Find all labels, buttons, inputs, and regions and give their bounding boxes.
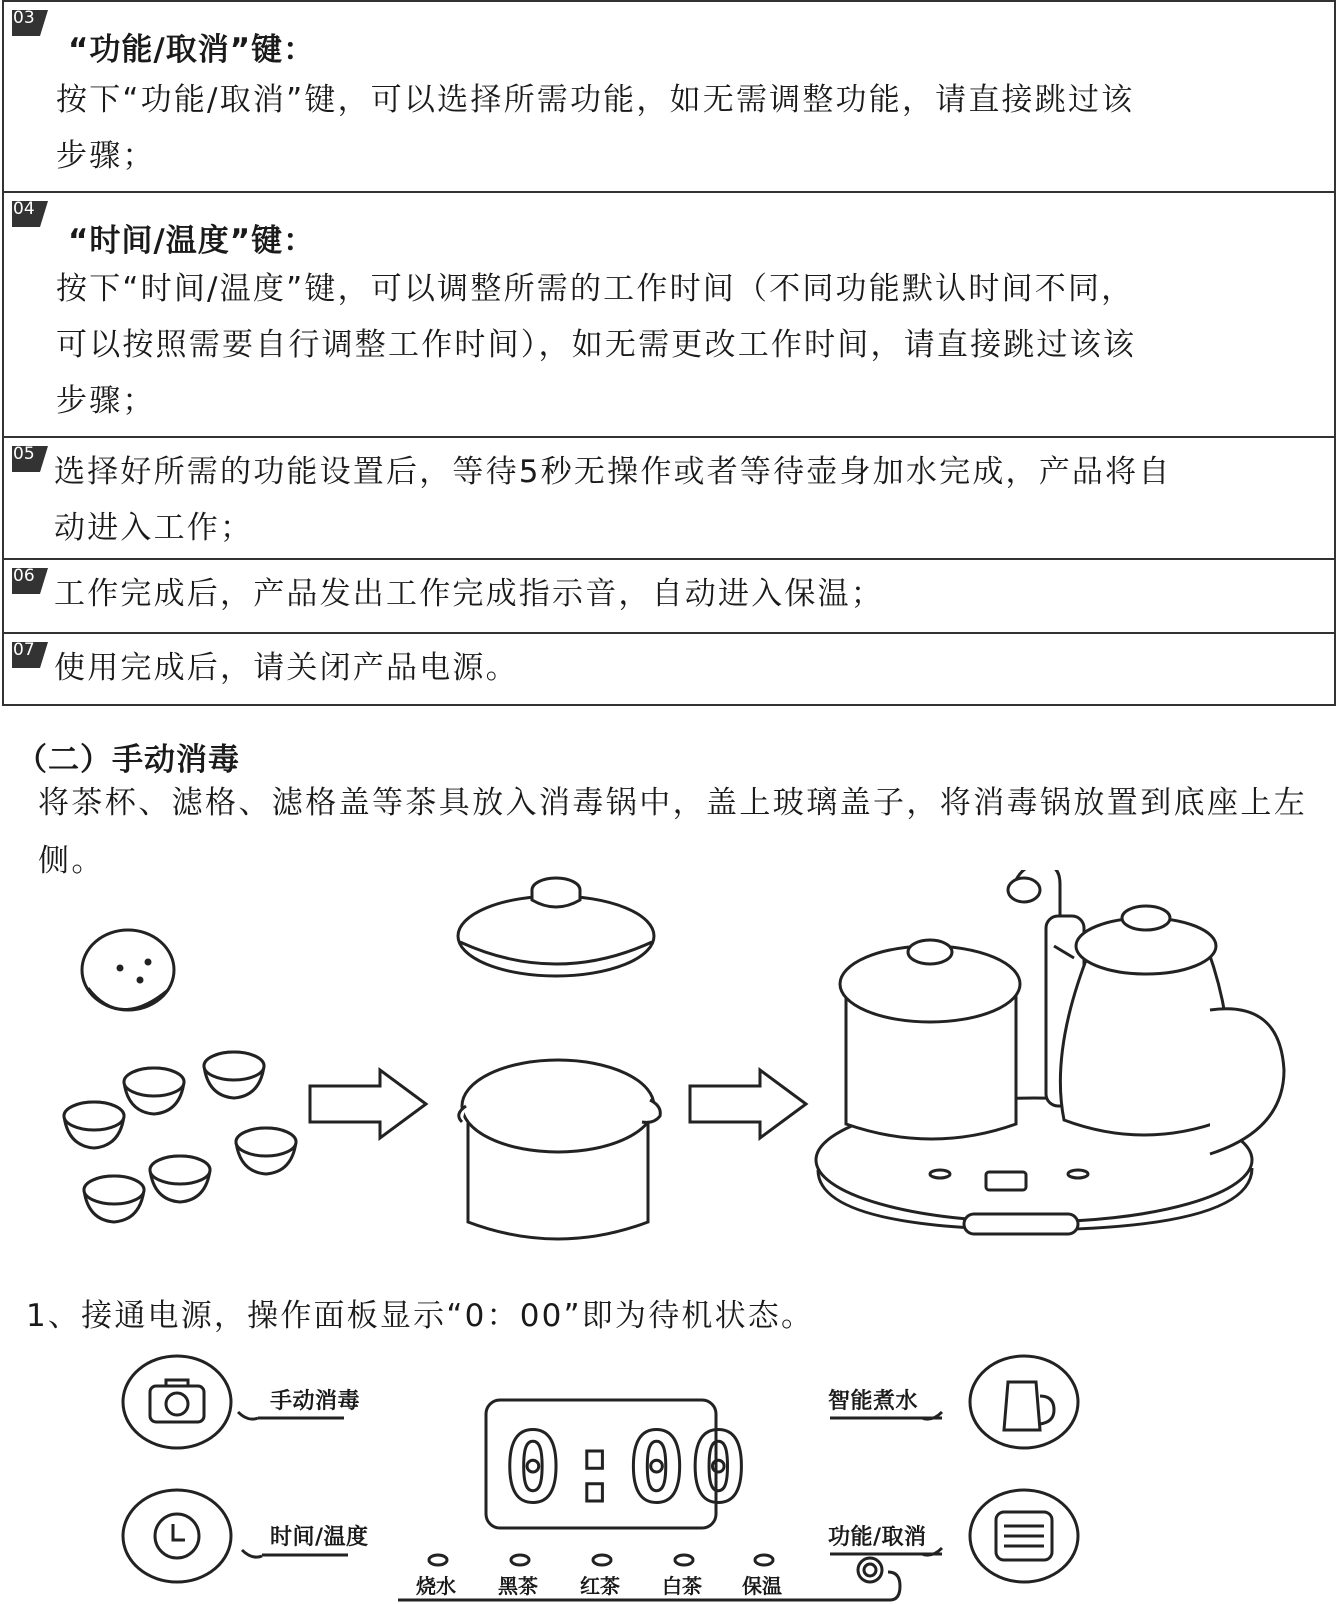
step-03 [4, 2, 1334, 193]
step-body: 使用完成后，请关闭产品电源。 [54, 650, 519, 686]
mode-label: 烧水 [416, 1574, 456, 1598]
label-function-cancel: 功能/取消 [828, 1525, 927, 1550]
filter-icon [82, 930, 174, 1010]
step-number: 07 [13, 640, 35, 660]
mode-label: 黑茶 [498, 1574, 538, 1598]
mode-label: 保温 [742, 1574, 782, 1598]
sterilization-illustration [0, 870, 1338, 1260]
step-06 [4, 560, 1334, 634]
step-number: 05 [13, 444, 35, 464]
tea-cups-icon [64, 1052, 296, 1222]
steps-table [2, 0, 1336, 706]
step-05 [4, 438, 1334, 560]
pot-lid-icon [458, 878, 654, 976]
sterilizing-pot-icon [459, 1060, 660, 1239]
instruction-text: 1、接通电源，操作面板显示“0：00”即为待机状态。 [26, 1298, 815, 1334]
step-number: 04 [13, 199, 35, 219]
mode-indicator-leds [429, 1555, 773, 1565]
step-body: 选择好所需的功能设置后，等待5秒无操作或者等待壶身加水完成，产品将自 动进入工作； [54, 454, 1172, 546]
label-sterilize: 手动消毒 [270, 1389, 361, 1414]
clock-button-icon [123, 1490, 231, 1582]
section-text: 将茶杯、滤格、滤格盖等茶具放入消毒锅中，盖上玻璃盖子，将消毒锅放置到底座上左侧。 [38, 785, 1308, 879]
section-title: （二）手动消毒 [16, 742, 240, 778]
step-number: 03 [13, 8, 35, 28]
kettle-base-icon [816, 870, 1284, 1234]
step-04 [4, 193, 1334, 438]
kettle-button-icon [970, 1356, 1078, 1448]
label-time-temp: 时间/温度 [270, 1525, 369, 1550]
mode-label: 红茶 [580, 1574, 620, 1598]
arrow-icon [690, 1070, 806, 1138]
step-07 [4, 634, 1334, 704]
step-body: 工作完成后，产品发出工作完成指示音，自动进入保温； [54, 576, 884, 612]
step-body: 按下“功能/取消”键，可以选择所需功能，如无需调整功能，请直接跳过该 步骤； [56, 82, 1135, 174]
arrow-icon [310, 1070, 426, 1138]
step-title: “功能/取消”键： [68, 32, 316, 68]
step-number: 06 [13, 566, 35, 586]
label-boil: 智能煮水 [828, 1389, 919, 1414]
step-body: 按下“时间/温度”键，可以调整所需的工作时间（不同功能默认时间不同， 可以按照需要自行调整工作时间），如无需更改工作时间，请直接跳过该该 步骤； [56, 271, 1137, 419]
panel-display: 0:00 [504, 1412, 752, 1524]
step-title: “时间/温度”键： [68, 223, 316, 259]
sterilize-button-icon [123, 1356, 231, 1448]
mode-label: 白茶 [662, 1574, 702, 1598]
menu-button-icon [970, 1490, 1078, 1582]
